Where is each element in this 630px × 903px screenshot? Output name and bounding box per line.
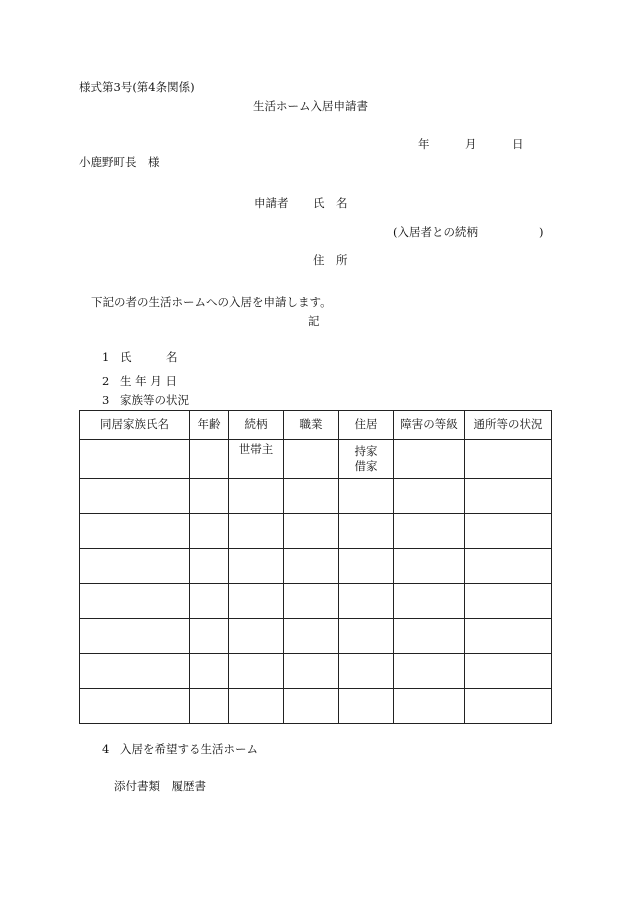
cell-relation[interactable] bbox=[229, 584, 284, 619]
cell-commute-status[interactable] bbox=[465, 654, 552, 689]
attachments-note: 添付書類 履歴書 bbox=[114, 779, 206, 793]
cell-family-name[interactable] bbox=[80, 619, 190, 654]
header-housing: 住居 bbox=[339, 411, 394, 440]
cell-occupation[interactable] bbox=[284, 689, 339, 724]
table-row bbox=[80, 549, 552, 584]
cell-commute-status[interactable] bbox=[465, 619, 552, 654]
cell-family-name[interactable] bbox=[80, 654, 190, 689]
cell-housing[interactable] bbox=[339, 689, 394, 724]
cell-disability-grade[interactable] bbox=[394, 440, 465, 479]
cell-disability-grade[interactable] bbox=[394, 549, 465, 584]
head-of-household-text: 世帯主 bbox=[238, 442, 274, 456]
cell-commute-status[interactable] bbox=[465, 549, 552, 584]
cell-age[interactable] bbox=[190, 584, 229, 619]
application-statement: 下記の者の生活ホームへの入居を申請します。 bbox=[91, 295, 332, 309]
cell-occupation[interactable] bbox=[284, 549, 339, 584]
applicant-address-label: 住 所 bbox=[313, 253, 348, 267]
item4-number: 4 bbox=[102, 742, 110, 756]
table-row bbox=[80, 619, 552, 654]
addressee: 小鹿野町長 様 bbox=[79, 155, 160, 169]
applicant-relation-close: ) bbox=[539, 225, 544, 239]
date-month-label: 月 bbox=[465, 137, 477, 151]
cell-commute-status[interactable] bbox=[465, 584, 552, 619]
cell-family-name[interactable] bbox=[80, 479, 190, 514]
cell-commute-status[interactable] bbox=[465, 514, 552, 549]
cell-commute-status[interactable] bbox=[465, 440, 552, 479]
cell-housing[interactable] bbox=[339, 619, 394, 654]
cell-family-name[interactable] bbox=[80, 440, 190, 479]
item2-number: 2 bbox=[102, 374, 110, 388]
cell-family-name[interactable] bbox=[80, 584, 190, 619]
cell-relation[interactable] bbox=[229, 619, 284, 654]
table-row bbox=[80, 514, 552, 549]
cell-relation[interactable] bbox=[229, 514, 284, 549]
header-age: 年齢 bbox=[190, 411, 229, 440]
header-relation: 続柄 bbox=[229, 411, 284, 440]
cell-relation[interactable] bbox=[229, 440, 284, 479]
cell-occupation[interactable] bbox=[284, 514, 339, 549]
cell-family-name[interactable] bbox=[80, 689, 190, 724]
cell-occupation[interactable] bbox=[284, 619, 339, 654]
header-commute-status: 通所等の状況 bbox=[465, 411, 552, 440]
header-disability-grade: 障害の等級 bbox=[394, 411, 465, 440]
applicant-label: 申請者 bbox=[254, 196, 289, 210]
form-title: 生活ホーム入居申請書 bbox=[253, 99, 368, 113]
cell-relation[interactable] bbox=[229, 654, 284, 689]
cell-age[interactable] bbox=[190, 440, 229, 479]
cell-disability-grade[interactable] bbox=[394, 654, 465, 689]
item3-number: 3 bbox=[102, 393, 110, 407]
cell-housing[interactable] bbox=[339, 654, 394, 689]
cell-age[interactable] bbox=[190, 514, 229, 549]
ki-heading: 記 bbox=[308, 314, 320, 328]
date-year-label: 年 bbox=[418, 137, 430, 151]
cell-housing[interactable] bbox=[339, 549, 394, 584]
cell-commute-status[interactable] bbox=[465, 479, 552, 514]
item1-number: 1 bbox=[102, 350, 110, 364]
cell-housing[interactable] bbox=[339, 584, 394, 619]
cell-commute-status[interactable] bbox=[465, 689, 552, 724]
item3-label: 家族等の状況 bbox=[120, 393, 189, 407]
cell-age[interactable] bbox=[190, 654, 229, 689]
cell-housing[interactable] bbox=[339, 514, 394, 549]
cell-age[interactable] bbox=[190, 689, 229, 724]
table-row bbox=[80, 654, 552, 689]
cell-family-name[interactable] bbox=[80, 549, 190, 584]
header-family-name: 同居家族氏名 bbox=[80, 411, 190, 440]
table-header-row bbox=[80, 411, 552, 440]
housing-rent-option[interactable]: 借家 bbox=[354, 458, 378, 473]
cell-age[interactable] bbox=[190, 619, 229, 654]
applicant-name-label: 氏 名 bbox=[313, 196, 348, 210]
cell-family-name[interactable] bbox=[80, 514, 190, 549]
table-row bbox=[80, 479, 552, 514]
table-row bbox=[80, 440, 552, 479]
cell-occupation[interactable] bbox=[284, 440, 339, 479]
housing-own-option[interactable]: 持家 bbox=[354, 444, 378, 458]
cell-occupation[interactable] bbox=[284, 584, 339, 619]
form-number: 様式第3号(第4条関係) bbox=[79, 80, 195, 94]
header-occupation: 職業 bbox=[284, 411, 339, 440]
cell-age[interactable] bbox=[190, 479, 229, 514]
family-status-table bbox=[79, 410, 552, 724]
date-day-label: 日 bbox=[512, 137, 524, 151]
cell-disability-grade[interactable] bbox=[394, 584, 465, 619]
cell-housing[interactable] bbox=[339, 440, 394, 479]
cell-housing[interactable] bbox=[339, 479, 394, 514]
item2-label: 生 年 月 日 bbox=[120, 374, 177, 388]
cell-age[interactable] bbox=[190, 549, 229, 584]
cell-relation[interactable] bbox=[229, 689, 284, 724]
cell-disability-grade[interactable] bbox=[394, 619, 465, 654]
applicant-relation-label: (入居者との続柄 bbox=[393, 225, 478, 239]
cell-relation[interactable] bbox=[229, 549, 284, 584]
table-row bbox=[80, 689, 552, 724]
cell-occupation[interactable] bbox=[284, 654, 339, 689]
item4-label: 入居を希望する生活ホーム bbox=[120, 742, 258, 756]
table-row bbox=[80, 584, 552, 619]
cell-disability-grade[interactable] bbox=[394, 514, 465, 549]
cell-disability-grade[interactable] bbox=[394, 689, 465, 724]
cell-occupation[interactable] bbox=[284, 479, 339, 514]
item1-label: 氏 名 bbox=[120, 350, 178, 364]
cell-disability-grade[interactable] bbox=[394, 479, 465, 514]
cell-relation[interactable] bbox=[229, 479, 284, 514]
